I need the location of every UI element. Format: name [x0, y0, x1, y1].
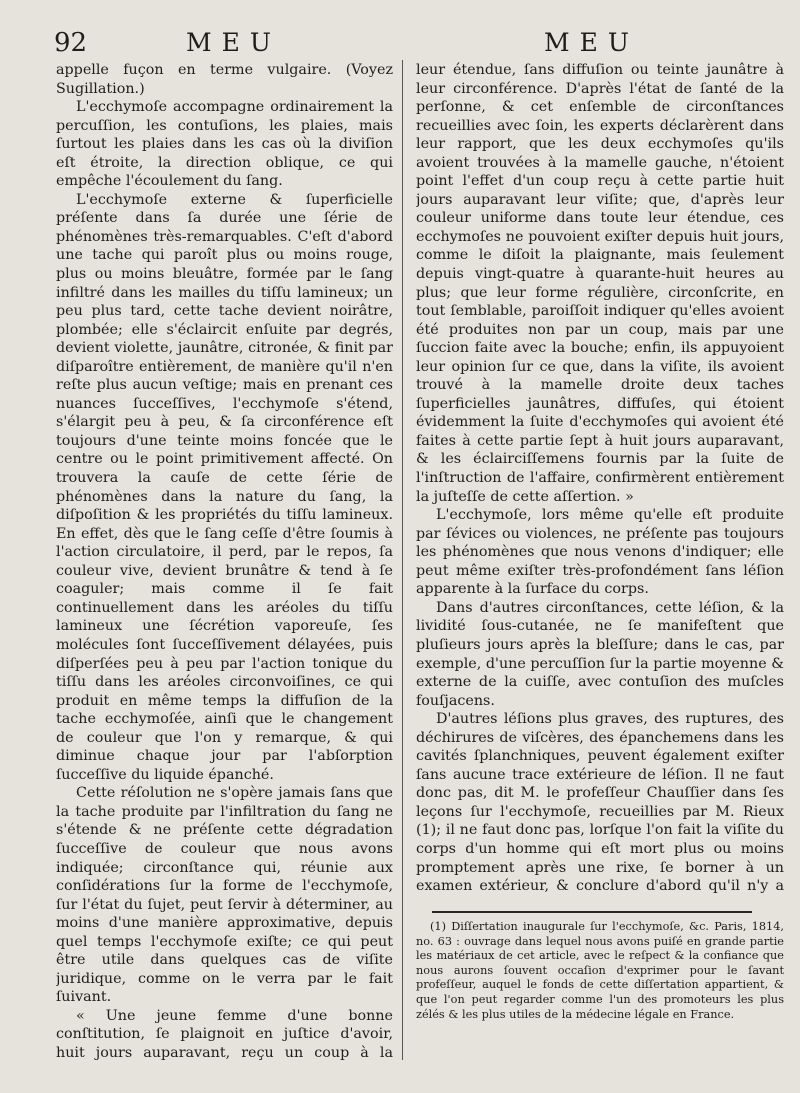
- column-separator: [402, 60, 403, 1060]
- paragraph: L'ecchymoſe accompagne ordinairement la percuſſion, les contuſions, les plaies, mais ſurtout les plaies dans les cas où la diviſion eſt étroite, la direction oblique, ce qui empêche l'écoulement du ſang.: [56, 99, 393, 190]
- left-column: [56, 61, 393, 1061]
- running-head-left: MEU: [186, 28, 281, 57]
- paragraph: appelle fuçon en terme vulgaire. (Voyez Sugillation.): [56, 62, 393, 97]
- running-head-right: MEU: [544, 28, 639, 57]
- footnote-text: (1) Diſſertation inaugurale ſur l'ecchymoſe, &c. Paris, 1814, no. 63 : ouvrage dans lequel nous avons puiſé en grande partie les matériaux de cet article, avec le reſpect & la confiance que nous aurons ſouvent occaſion d'exprimer pour le ſavant profeſſeur, auquel le fonds de cette diſſertation appartient, & que l'on peut regarder comme l'un des promoteurs les plus zélés & les plus utiles de la médecine légale en France.: [416, 920, 784, 1021]
- paragraph: Dans d'autres circonſtances, cette léſion, & la lividité ſous-cutanée, ne ſe manifeſtent que pluſieurs jours après la bleſſure; dans le cas, par exemple, d'une percuſſion ſur la partie moyenne & externe de la cuiſſe, avec contuſion des muſcles fouſjacens.: [416, 599, 784, 709]
- paragraph: D'autres léſions plus graves, des ruptures, des déchirures de viſcères, des épanchemens dans les cavités ſplanchniques, peuvent également exiſter ſans aucune trace extérieure de léſion. Il ne faut donc pas, dit M. le profeſſeur Chauſſier dans ſes leçons ſur l'ecchymoſe, recueillies par M. Rieux (1); il ne faut donc pas, lorſque l'on fait la viſite du corps d'un homme qui eſt mort plus ou moins promptement après une rixe, ſe borner à un examen extérieur, & conclure d'abord qu'il n'y a: [416, 711, 784, 895]
- right-column: [416, 61, 784, 896]
- paragraph: Cette réſolution ne s'opère jamais ſans que la tache produite par l'infiltration du ſang ne s'étende & ne préſente cette dégradation ſucceſſive de couleur que nous avons indiquée; circonſtance qui, réunie aux conſidérations ſur la forme de l'ecchymoſe, ſur l'état du ſujet, peut ſervir à déterminer, au moins d'une manière approximative, depuis quel temps l'ecchymoſe exiſte; ce qui peut être utile dans quelques cas de viſite juridique, comme on le verra par le fait ſuivant.: [56, 785, 393, 1006]
- paragraph: « Une jeune femme d'une bonne conſtitution, ſe plaignoit en juſtice d'avoir, huit jours auparavant, reçu un coup à la: [56, 1007, 393, 1061]
- footnote: [416, 920, 784, 1022]
- paragraph: L'ecchymoſe externe & ſuperficielle préſente dans ſa durée une ſérie de phénomènes très-remarquables. C'eſt d'abord une tache qui paroît plus ou moins rouge, plus ou moins bleuâtre, formée par le ſang infiltré dans les mailles du tiſſu lamineux; un peu plus tard, cette tache devient noirâtre, plombée; elle s'éclaircit enſuite par degrés, devient violette, jaunâtre, citronée, & finit par diſparoître entièrement, de manière qu'il n'en reſte plus aucun veſtige; mais en prenant ces nuances ſucceſſives, l'ecchymoſe s'étend, s'élargit peu à peu, & ſa circonférence eſt toujours d'une teinte moins foncée que le centre ou le point primitivement affecté. On trouvera la cauſe de cette ſérie de phénomènes dans la nature du ſang, la diſpoſition & les propriétés du tiſſu lamineux. En effet, dès que le ſang ceſſe d'être ſoumis à l'action circulatoire, il perd, par le repos, ſa couleur vive, devient brunâtre & tend à ſe coaguler; mais comme il ſe fait continuellement dans les aréoles du tiſſu lamineux une ſécrétion vaporeuſe, ſes molécules ſont ſucceſſivement délayées, puis diſperſées peu à peu par l'action tonique du tiſſu dans les aréoles circonvoiſines, ce qui produit en même temps la diffuſion de la tache ecchymoſée, ainſi que le changement de couleur que l'on y remarque, & qui diminue chaque jour par l'abſorption ſucceſſive du liquide épanché.: [56, 191, 393, 783]
- footnote-rule: [432, 911, 752, 913]
- running-header: [0, 28, 800, 60]
- page-number: 92: [54, 28, 88, 58]
- paragraph: L'ecchymoſe, lors même qu'elle eſt produite par ſévices ou violences, ne préſente pas toujours les phénomènes que nous venons d'indiquer; elle peut même exiſter très-profondément ſans léſion apparente à la ſurface du corps.: [416, 507, 784, 598]
- paragraph: leur étendue, ſans diffuſion ou teinte jaunâtre à leur circonférence. D'après l'état de ſanté de la perſonne, & cet enſemble de circonſtances recueillies avec ſoin, les experts déclarèrent dans leur rapport, que les deux ecchymoſes qu'ils avoient trouvées à la mamelle gauche, n'étoient point l'effet d'un coup reçu à cette partie huit jours auparavant leur viſite; que, d'après leur couleur uniforme dans toute leur étendue, ces ecchymoſes ne pouvoient exiſter depuis huit jours, comme le diſoit la plaignante, mais ſeulement depuis vingt-quatre à quarante-huit heures au plus; que leur forme régulière, circonſcrite, en tout ſemblable, paroiſſoit indiquer qu'elles avoient été produites non par un coup, mais par une ſuccion faite avec la bouche; enfin, ils appuyoient leur opinion ſur ce que, dans la viſite, ils avoient trouvé à la mamelle droite deux taches ſuperficielles jaunâtres, diffuſes, qui étoient évidemment la ſuite d'ecchymoſes qui avoient été faites à cette partie ſept à huit jours auparavant, & les éclairciſſemens fournis par la ſuite de l'inſtruction de l'affaire, confirmèrent entièrement la juſteſſe de cette aſſertion. »: [416, 62, 784, 505]
